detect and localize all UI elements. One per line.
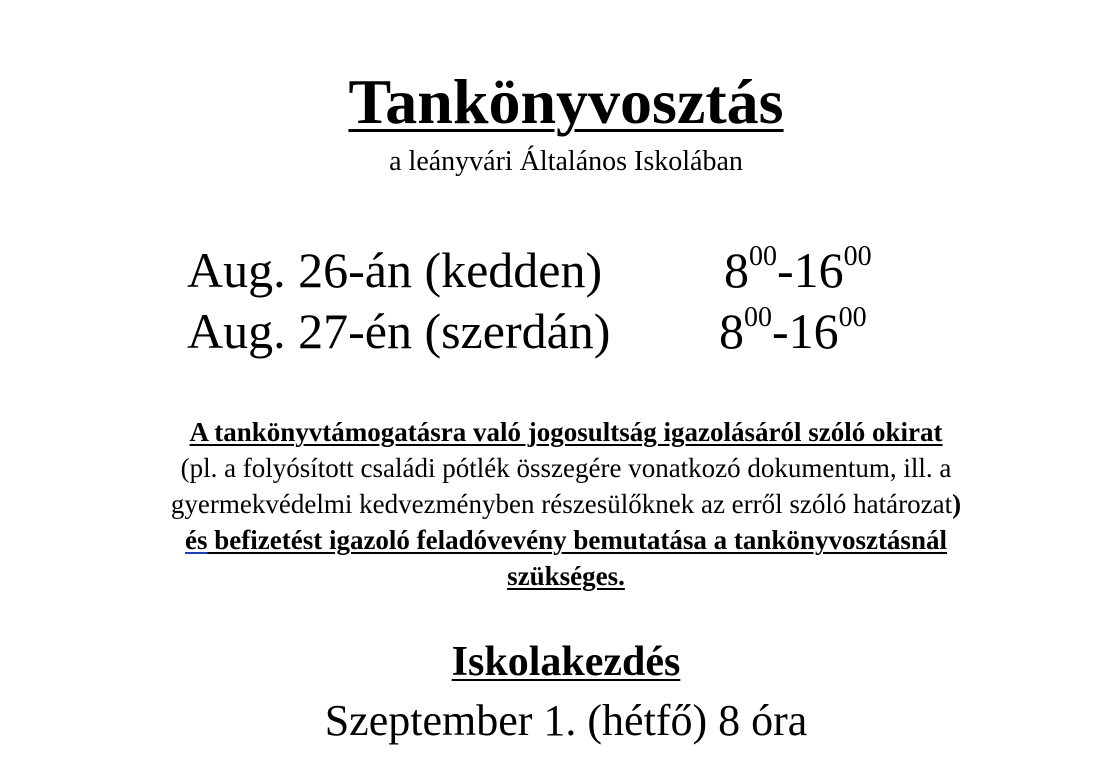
schedule-time-1 [724, 242, 872, 298]
notice-line-5 [60, 558, 1072, 594]
page-title: Tankönyvosztás [348, 66, 784, 137]
notice-line-1 [60, 414, 1072, 450]
page-subtitle: a leányvári Általános Iskolában [389, 146, 743, 177]
schedule-date-1: Aug. 26-án (kedden) [187, 242, 603, 298]
schedule-time-2 [719, 303, 867, 359]
notice-line-3-close: ) [952, 489, 962, 519]
time-separator: - [777, 242, 794, 298]
notice-line-3 [60, 486, 1072, 522]
start-minute: 00 [749, 241, 777, 273]
school-start-date: Szeptember 1. (hétfő) 8 óra [324, 696, 808, 745]
end-hour: 16 [793, 242, 844, 298]
schedule-date-2: Aug. 27-én (szerdán) [187, 303, 611, 359]
start-hour: 8 [724, 242, 749, 298]
notice-line-4 [60, 522, 1072, 558]
notice-line-5-text: szükséges. [507, 561, 625, 591]
notice-line-3-text: gyermekvédelmi kedvezményben részesülőknek az erről szóló határozat [170, 489, 953, 519]
notice-line-4-rest: befizetést igazoló feladóvevény bemutatása a tankönyvosztásnál [207, 525, 947, 555]
start-hour: 8 [719, 303, 744, 359]
notice-line-4-es: és [185, 525, 208, 555]
start-minute: 00 [744, 302, 772, 334]
time-separator: - [772, 303, 789, 359]
end-minute: 00 [838, 302, 867, 334]
notice-line-2: (pl. a folyósított családi pótlék összegére vonatkozó dokumentum, ill. a [180, 453, 952, 483]
end-minute: 00 [843, 241, 872, 273]
notice-heading: A tankönyvtámogatásra való jogosultság igazolásáról szóló okirat [189, 417, 943, 447]
school-start-title: Iskolakezdés [451, 639, 681, 685]
end-hour: 16 [788, 303, 839, 359]
